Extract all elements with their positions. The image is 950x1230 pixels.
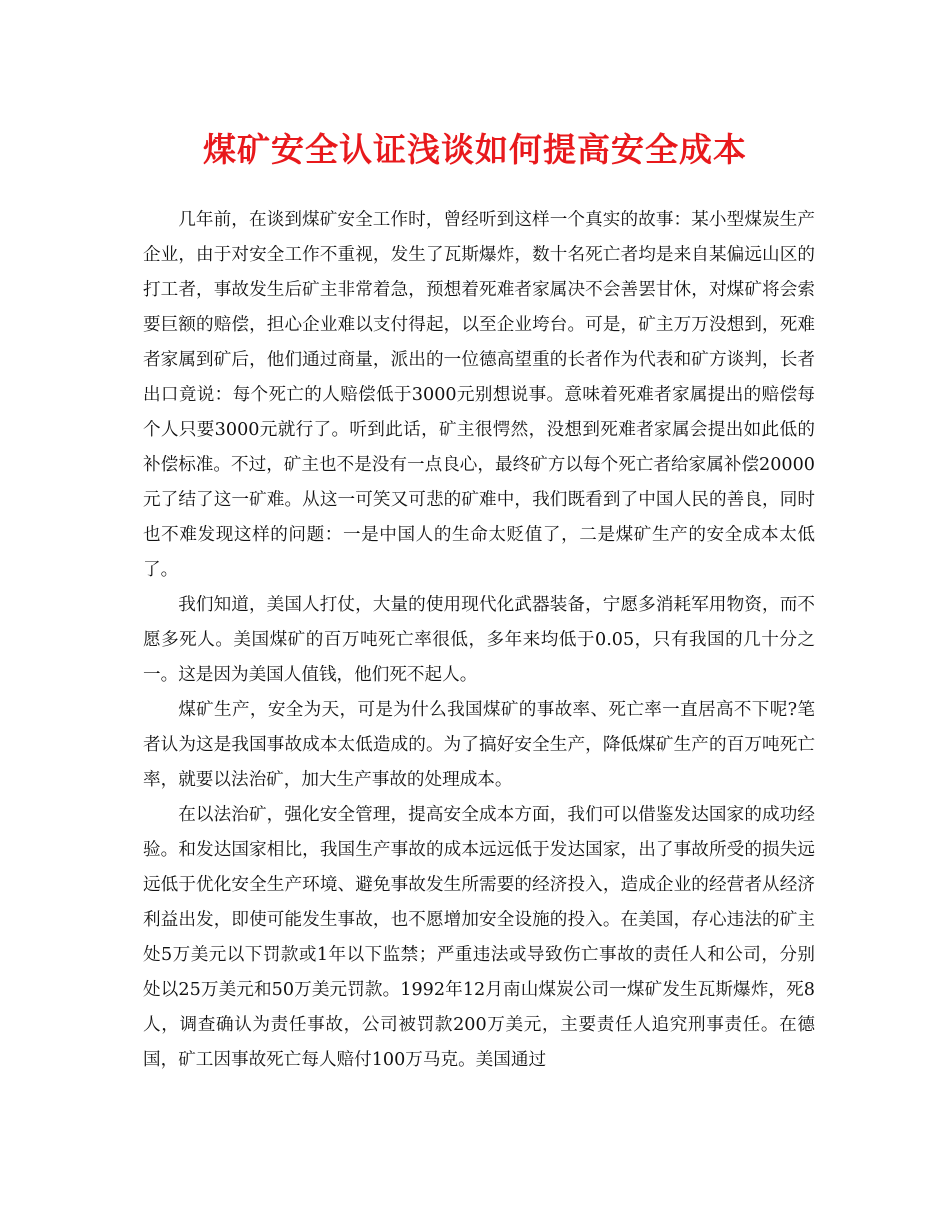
paragraph: 我们知道，美国人打仗，大量的使用现代化武器装备，宁愿多消耗军用物资，而不愿多死人。美国煤矿的百万吨死亡率很低，多年来均低于0.05，只有我国的几十分之一。这是因为美国人值钱，他们死不起人。 xyxy=(143,595,815,685)
paragraph: 煤矿生产，安全为天，可是为什么我国煤矿的事故率、死亡率一直居高不下呢?笔者认为这是我国事故成本太低造成的。为了搞好安全生产，降低煤矿生产的百万吨死亡率，就要以法治矿，加大生产事故的处理成本。 xyxy=(143,700,815,790)
paragraph: 在以法治矿，强化安全管理，提高安全成本方面，我们可以借鉴发达国家的成功经验。和发达国家相比，我国生产事故的成本远远低于发达国家，出了事故所受的损失远远低于优化安全生产环境、避免事故发生所需要的经济投入，造成企业的经营者从经济利益出发，即使可能发生事故，也不愿增加安全设施的投入。在美国，存心违法的矿主处5万美元以下罚款或1年以下监禁；严重违法或导致伤亡事故的责任人和公司，分别处以25万美元和50万美元罚款。1992年12月南山煤炭公司一煤矿发生瓦斯爆炸，死8人，调查确认为责任事故，公司被罚款200万美元，主要责任人追究刑事责任。在德国，矿工因事故死亡每人赔付100万马克。美国通过 xyxy=(143,805,815,1070)
document-title: 煤矿安全认证浅谈如何提高安全成本 xyxy=(203,130,747,169)
document-body xyxy=(143,203,815,1078)
paragraph: 几年前，在谈到煤矿安全工作时，曾经听到这样一个真实的故事：某小型煤炭生产企业，由于对安全工作不重视，发生了瓦斯爆炸，数十名死亡者均是来自某偏远山区的打工者，事故发生后矿主非常着急，预想着死难者家属决不会善罢甘休，对煤矿将会索要巨额的赔偿，担心企业难以支付得起，以至企业垮台。可是，矿主万万没想到，死难者家属到矿后，他们通过商量，派出的一位德高望重的长者作为代表和矿方谈判，长者出口竟说：每个死亡的人赔偿低于3000元别想说事。意味着死难者家属提出的赔偿每个人只要3000元就行了。听到此话，矿主很愕然，没想到死难者家属会提出如此低的补偿标准。不过，矿主也不是没有一点良心，最终矿方以每个死亡者给家属补偿20000元了结了这一矿难。从这一可笑又可悲的矿难中，我们既看到了中国人民的善良，同时也不难发现这样的问题：一是中国人的生命太贬值了，二是煤矿生产的安全成本太低了。 xyxy=(143,210,815,580)
